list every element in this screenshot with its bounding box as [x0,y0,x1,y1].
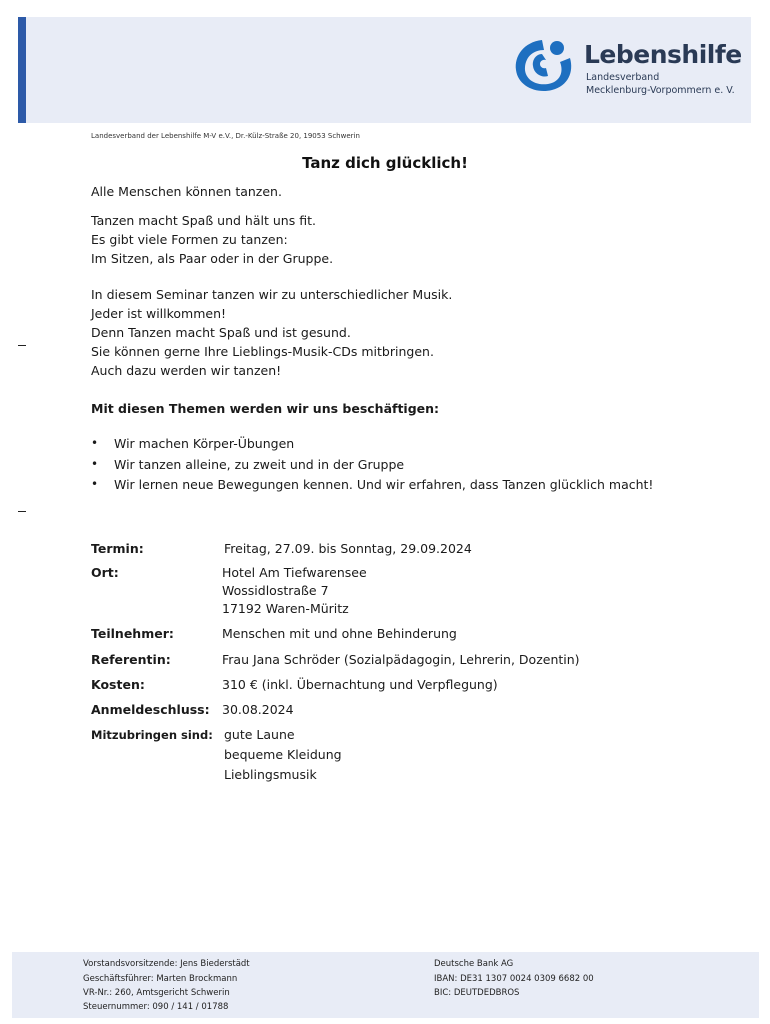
kosten-value: 310 € (inkl. Übernachtung und Verpflegung) [222,677,498,692]
intro-line: Es gibt viele Formen zu tanzen: [91,232,288,247]
anmeldeschluss-label: Anmeldeschluss: [91,702,210,717]
mitbringen-line: Lieblingsmusik [224,767,317,782]
topic-item: Wir lernen neue Bewegungen kennen. Und wir erfahren, dass Tanzen glücklich macht! [114,477,654,492]
logo-subtitle-line1: Landesverband [586,72,660,83]
intro-line: Denn Tanzen macht Spaß und ist gesund. [91,325,351,340]
mitbringen-line: bequeme Kleidung [224,747,342,762]
footer-right-line: BIC: DEUTDEDBROS [434,988,520,998]
letterhead-accent-bar [18,17,26,123]
footer-right-line: IBAN: DE31 1307 0024 0309 6682 00 [434,974,594,984]
ort-line: Wossidlostraße 7 [222,583,329,598]
footer-left-line: Steuernummer: 090 / 141 / 01788 [83,1002,229,1012]
ort-line: Hotel Am Tiefwarensee [222,565,367,580]
logo-subtitle-line2: Mecklenburg-Vorpommern e. V. [586,85,735,96]
kosten-label: Kosten: [91,677,145,692]
sender-address-line: Landesverband der Lebenshilfe M-V e.V., Dr.-Külz-Straße 20, 19053 Schwerin [91,132,360,140]
referentin-value: Frau Jana Schröder (Sozialpädagogin, Lehrerin, Dozentin) [222,652,580,667]
teilnehmer-value: Menschen mit und ohne Behinderung [222,626,457,641]
punch-mark [18,511,26,512]
intro-line: Sie können gerne Ihre Lieblings-Musik-CDs mitbringen. [91,344,434,359]
intro-line: In diesem Seminar tanzen wir zu unterschiedlicher Musik. [91,287,453,302]
intro-line: Auch dazu werden wir tanzen! [91,363,282,378]
termin-label: Termin: [91,541,144,556]
teilnehmer-label: Teilnehmer: [91,626,174,641]
intro-line: Alle Menschen können tanzen. [91,184,282,199]
intro-line: Im Sitzen, als Paar oder in der Gruppe. [91,251,334,266]
mitbringen-line: gute Laune [224,727,295,742]
referentin-label: Referentin: [91,652,171,667]
footer-right-line: Deutsche Bank AG [434,959,514,969]
footer-left-line: Vorstandsvorsitzende: Jens Biederstädt [83,959,250,969]
intro-line: Tanzen macht Spaß und hält uns fit. [91,213,316,228]
bullet-icon: • [91,457,99,471]
termin-value: Freitag, 27.09. bis Sonntag, 29.09.2024 [224,541,472,556]
topics-heading: Mit diesen Themen werden wir uns beschäftigen: [91,401,440,416]
logo-wordmark: Lebenshilfe [584,40,742,69]
topic-item: Wir tanzen alleine, zu zweit und in der Gruppe [114,457,405,472]
ort-label: Ort: [91,565,119,580]
bullet-icon: • [91,436,99,450]
lebenshilfe-logo-icon [512,34,576,94]
topic-item: Wir machen Körper-Übungen [114,436,295,451]
intro-line: Jeder ist willkommen! [91,306,227,321]
lebenshilfe-logo [512,34,742,104]
footer-left-line: Geschäftsführer: Marten Brockmann [83,974,238,984]
mitbringen-label: Mitzubringen sind: [91,728,213,742]
bullet-icon: • [91,477,99,491]
fold-mark [18,345,26,346]
anmeldeschluss-value: 30.08.2024 [222,702,294,717]
footer-left-line: VR-Nr.: 260, Amtsgericht Schwerin [83,988,230,998]
document-title: Tanz dich glücklich! [302,154,468,172]
ort-line: 17192 Waren-Müritz [222,601,349,616]
